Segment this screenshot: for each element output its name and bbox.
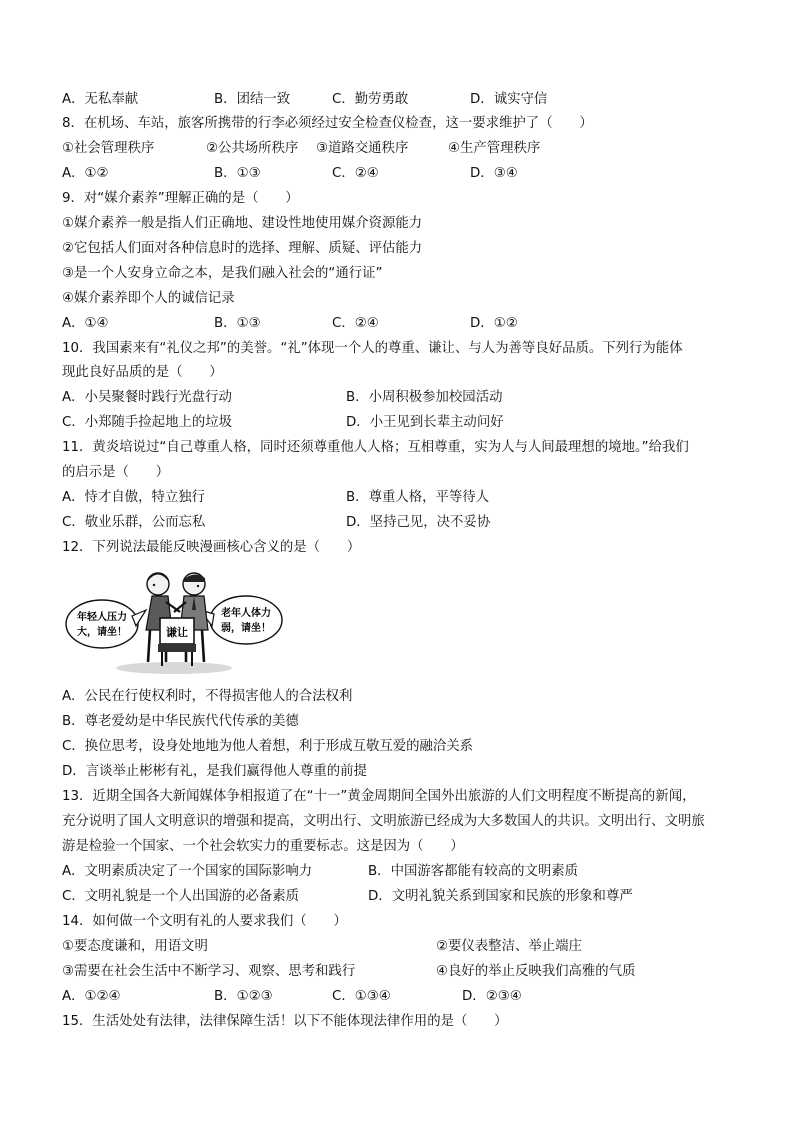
q10-stem-line1: 10．我国素来有“礼仪之邦”的美誉。“礼”体现一个人的尊重、谦让、与人为善等良好品质。下列行为能体 [62, 341, 683, 356]
q9-option-d: D．①② [470, 316, 518, 331]
q14-option-c: C．①③④ [332, 989, 391, 1004]
q11-option-a: A．恃才自傲，特立独行 [62, 490, 206, 505]
q13-option-a: A．文明素质决定了一个国家的国际影响力 [62, 864, 313, 879]
q13-stem-line2: 充分说明了国人文明意识的增强和提高，文明出行、文明旅游已经成为大多数国人的共识。文明出行、文明旅 [62, 814, 705, 829]
q7-option-b: B．团结一致 [214, 92, 291, 107]
q8-stem: 8．在机场、车站，旅客所携带的行李必须经过安全检查仪检查，这一要求维护了（ ） [62, 116, 593, 131]
courtesy-cartoon [62, 568, 284, 676]
q14-option-d: D．②③④ [462, 989, 522, 1004]
q11-stem-line1: 11．黄炎培说过“自己尊重人格，同时还须尊重他人人格；互相尊重，实为人与人间最理想的境地。”给我们 [62, 440, 689, 455]
q9-option-a: A．①④ [62, 316, 109, 331]
right-speech-bubble [210, 596, 282, 644]
q13-option-c: C．文明礼貌是一个人出国游的必备素质 [62, 889, 299, 904]
q14-option-a: A．①②④ [62, 989, 121, 1004]
q14-item-2: ②要仪表整洁、举止端庄 [436, 939, 582, 954]
q10-stem-line2: 现此良好品质的是（ ） [62, 365, 223, 380]
seat [158, 644, 196, 652]
q8-option-a: A．①② [62, 166, 109, 181]
q12-option-d: D．言谈举止彬彬有礼，是我们赢得他人尊重的前提 [62, 764, 367, 779]
q10-option-c: C．小郑随手捡起地上的垃圾 [62, 415, 233, 430]
q7-option-a: A．无私奉献 [62, 92, 139, 107]
q15-stem: 15．生活处处有法律，法律保障生活！以下不能体现法律作用的是（ ） [62, 1014, 508, 1029]
right-bubble-line2: 弱，请坐！ [221, 623, 271, 634]
q9-item-4: ④媒介素养即个人的诚信记录 [62, 291, 235, 306]
q12-option-c: C．换位思考，设身处地地为他人着想，利于形成互敬互爱的融洽关系 [62, 739, 474, 754]
q8-item-4: ④生产管理秩序 [448, 141, 541, 156]
right-bubble-line1: 老年人体力 [221, 608, 271, 619]
q13-option-d: D．文明礼貌关系到国家和民族的形象和尊严 [368, 889, 633, 904]
q9-item-2: ②它包括人们面对各种信息时的选择、理解、质疑、评估能力 [62, 241, 423, 256]
left-bubble-line1: 年轻人压力 [77, 612, 127, 623]
q13-stem-line3: 游是检验一个国家、一个社会软实力的重要标志。这是因为（ ） [62, 839, 464, 854]
q14-item-3: ③需要在社会生活中不断学习、观察、思考和践行 [62, 964, 356, 979]
q7-option-c: C．勤劳勇敢 [332, 92, 409, 107]
q8-item-1: ①社会管理秩序 [62, 141, 155, 156]
q9-stem: 9．对“媒介素养”理解正确的是（ ） [62, 191, 299, 206]
q12-option-b: B．尊老爱幼是中华民族代代传承的美德 [62, 714, 299, 729]
q13-stem-line1: 13．近期全国各大新闻媒体争相报道了在“十一”黄金周期间全国外出旅游的人们文明程度不断提高的新闻， [62, 789, 696, 804]
q9-option-b: B．①③ [214, 316, 261, 331]
q7-option-d: D．诚实守信 [470, 92, 548, 107]
ground-shadow [116, 662, 232, 674]
q11-option-d: D．坚持己见，决不妥协 [346, 515, 491, 530]
q8-option-c: C．②④ [332, 166, 379, 181]
courtesy-sign-text: 谦让 [166, 626, 188, 639]
left-bubble-line2: 大，请坐！ [77, 627, 127, 638]
q14-option-b: B．①②③ [214, 989, 273, 1004]
q8-option-b: B．①③ [214, 166, 261, 181]
q10-option-d: D．小王见到长辈主动问好 [346, 415, 504, 430]
q8-item-3: ③道路交通秩序 [316, 141, 409, 156]
q10-option-a: A．小吴聚餐时践行光盘行动 [62, 390, 232, 405]
q14-item-1: ①要态度谦和，用语文明 [62, 939, 208, 954]
q11-option-c: C．敬业乐群，公而忘私 [62, 515, 206, 530]
q8-item-2: ②公共场所秩序 [206, 141, 299, 156]
q10-option-b: B．小周积极参加校园活动 [346, 390, 503, 405]
q9-item-3: ③是一个人安身立命之本，是我们融入社会的“通行证” [62, 266, 383, 281]
left-speech-bubble [66, 600, 138, 648]
q13-option-b: B．中国游客都能有较高的文明素质 [368, 864, 579, 879]
q8-option-d: D．③④ [470, 166, 518, 181]
q14-stem: 14．如何做一个文明有礼的人要求我们（ ） [62, 914, 347, 929]
q11-option-b: B．尊重人格，平等待人 [346, 490, 490, 505]
q12-stem: 12．下列说法最能反映漫画核心含义的是（ ） [62, 540, 361, 555]
q11-stem-line2: 的启示是（ ） [62, 465, 170, 480]
q14-item-4: ④良好的举止反映我们高雅的气质 [436, 964, 636, 979]
q9-item-1: ①媒介素养一般是指人们正确地、建设性地使用媒介资源能力 [62, 216, 423, 231]
q12-option-a: A．公民在行使权利时，不得损害他人的合法权利 [62, 689, 353, 704]
q9-option-c: C．②④ [332, 316, 379, 331]
